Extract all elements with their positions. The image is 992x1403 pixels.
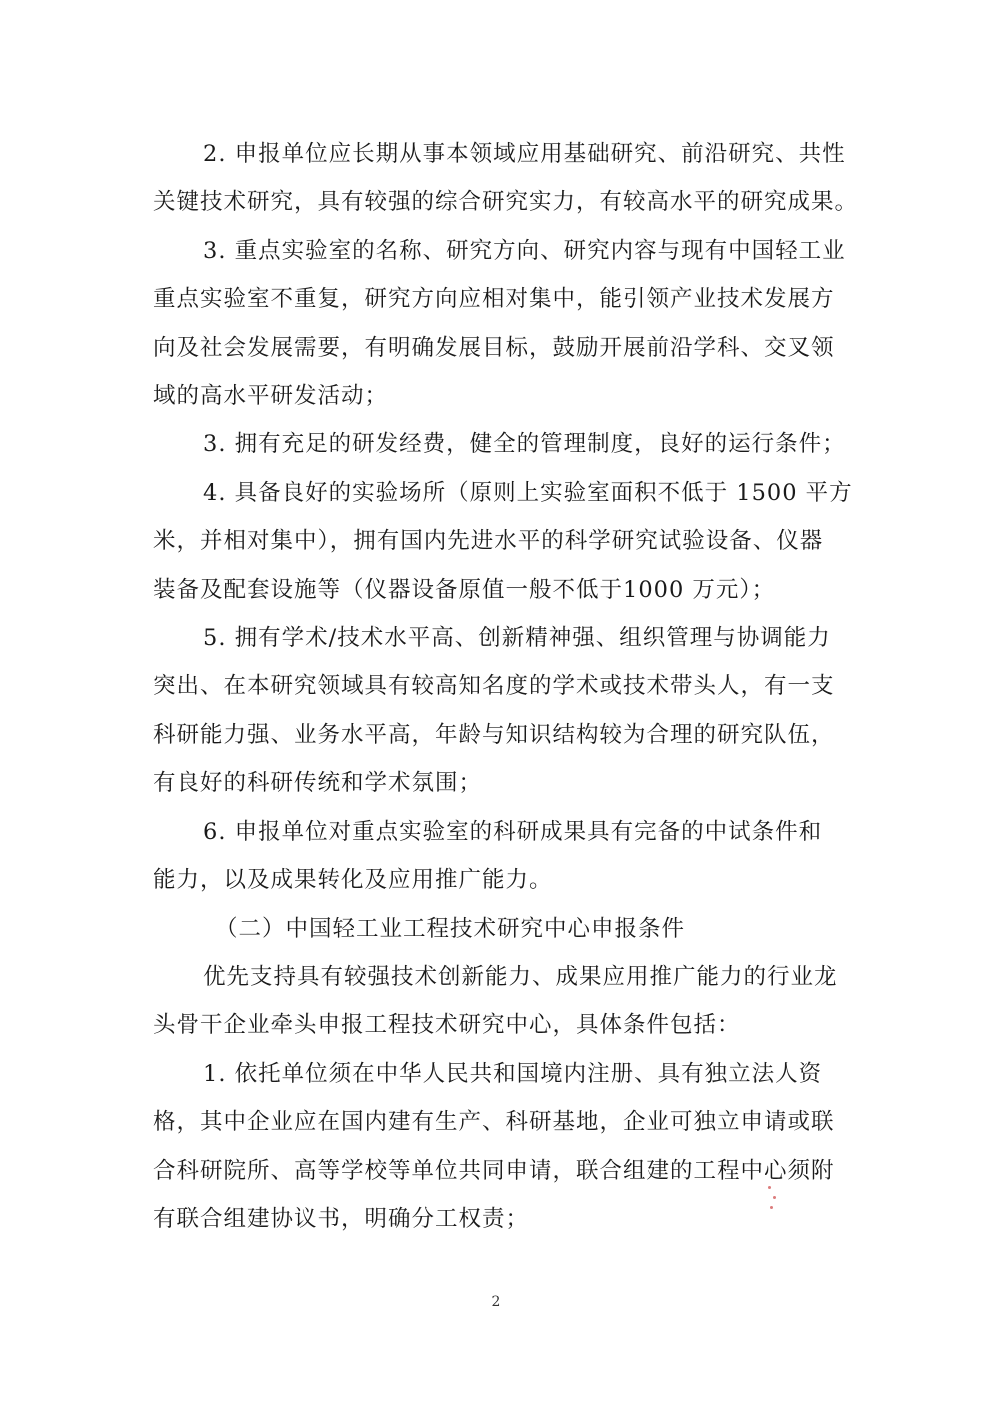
paragraph-1 — [153, 1050, 872, 1244]
text-line: 5. 拥有学术/技术水平高、创新精神强、组织管理与协调能力 — [203, 625, 831, 652]
text-line: 1. 依托单位须在中华人民共和国境内注册、具有独立法人资 — [203, 1060, 823, 1087]
text-line: 头骨干企业牵头申报工程技术研究中心，具体条件包括： — [153, 1012, 741, 1039]
text-line: 优先支持具有较强技术创新能力、成果应用推广能力的行业龙 — [203, 963, 838, 990]
paragraph-3a — [153, 227, 872, 421]
text-line: 4. 具备良好的实验场所（原则上实验室面积不低于 1500 平方 — [203, 479, 853, 506]
text-line: 合科研院所、高等学校等单位共同申请，联合组建的工程中心须附 — [153, 1157, 835, 1184]
text-line: 格，其中企业应在国内建有生产、科研基地，企业可独立申请或联 — [153, 1109, 835, 1136]
section-heading-text: （二）中国轻工业工程技术研究中心申报条件 — [215, 915, 686, 942]
text-line: 有良好的科研传统和学术氛围； — [153, 770, 483, 797]
text-line: 能力，以及成果转化及应用推广能力。 — [153, 867, 553, 894]
paragraph-5 — [153, 614, 872, 808]
text-line: 装备及配套设施等（仪器设备原值一般不低于1000 万元）； — [153, 576, 776, 603]
scan-speck — [768, 1186, 771, 1189]
scan-speck — [770, 1206, 773, 1209]
text-line: 突出、在本研究领域具有较高知名度的学术或技术带头人，有一支 — [153, 673, 835, 700]
text-line: 3. 拥有充足的研发经费，健全的管理制度，良好的运行条件； — [203, 431, 846, 458]
paragraph-6 — [153, 808, 872, 905]
text-line: 3. 重点实验室的名称、研究方向、研究内容与现有中国轻工业 — [203, 237, 846, 264]
text-line: 6. 申报单位对重点实验室的科研成果具有完备的中试条件和 — [203, 818, 823, 845]
text-line: 重点实验室不重复，研究方向应相对集中，能引领产业技术发展方 — [153, 286, 835, 313]
text-line: 域的高水平研发活动； — [153, 383, 389, 410]
text-line: 米，并相对集中），拥有国内先进水平的科学研究试验设备、仪器 — [153, 528, 824, 555]
text-line: 2. 申报单位应长期从事本领域应用基础研究、前沿研究、共性 — [203, 141, 846, 167]
scan-speck — [773, 1196, 776, 1199]
section-heading — [153, 905, 872, 953]
text-line: 向及社会发展需要，有明确发展目标，鼓励开展前沿学科、交叉领 — [153, 334, 835, 361]
paragraph-3b — [153, 420, 872, 468]
paragraph-2 — [153, 130, 872, 227]
paragraph-4 — [153, 469, 872, 614]
text-line: 关键技术研究，具有较强的综合研究实力，有较高水平的研究成果。 — [153, 189, 859, 216]
text-line: 科研能力强、业务水平高，年龄与知识结构较为合理的研究队伍， — [153, 721, 835, 748]
page-number: 2 — [491, 1294, 501, 1310]
text-line: 有联合组建协议书，明确分工权责； — [153, 1205, 530, 1232]
paragraph-intro — [153, 953, 872, 1050]
